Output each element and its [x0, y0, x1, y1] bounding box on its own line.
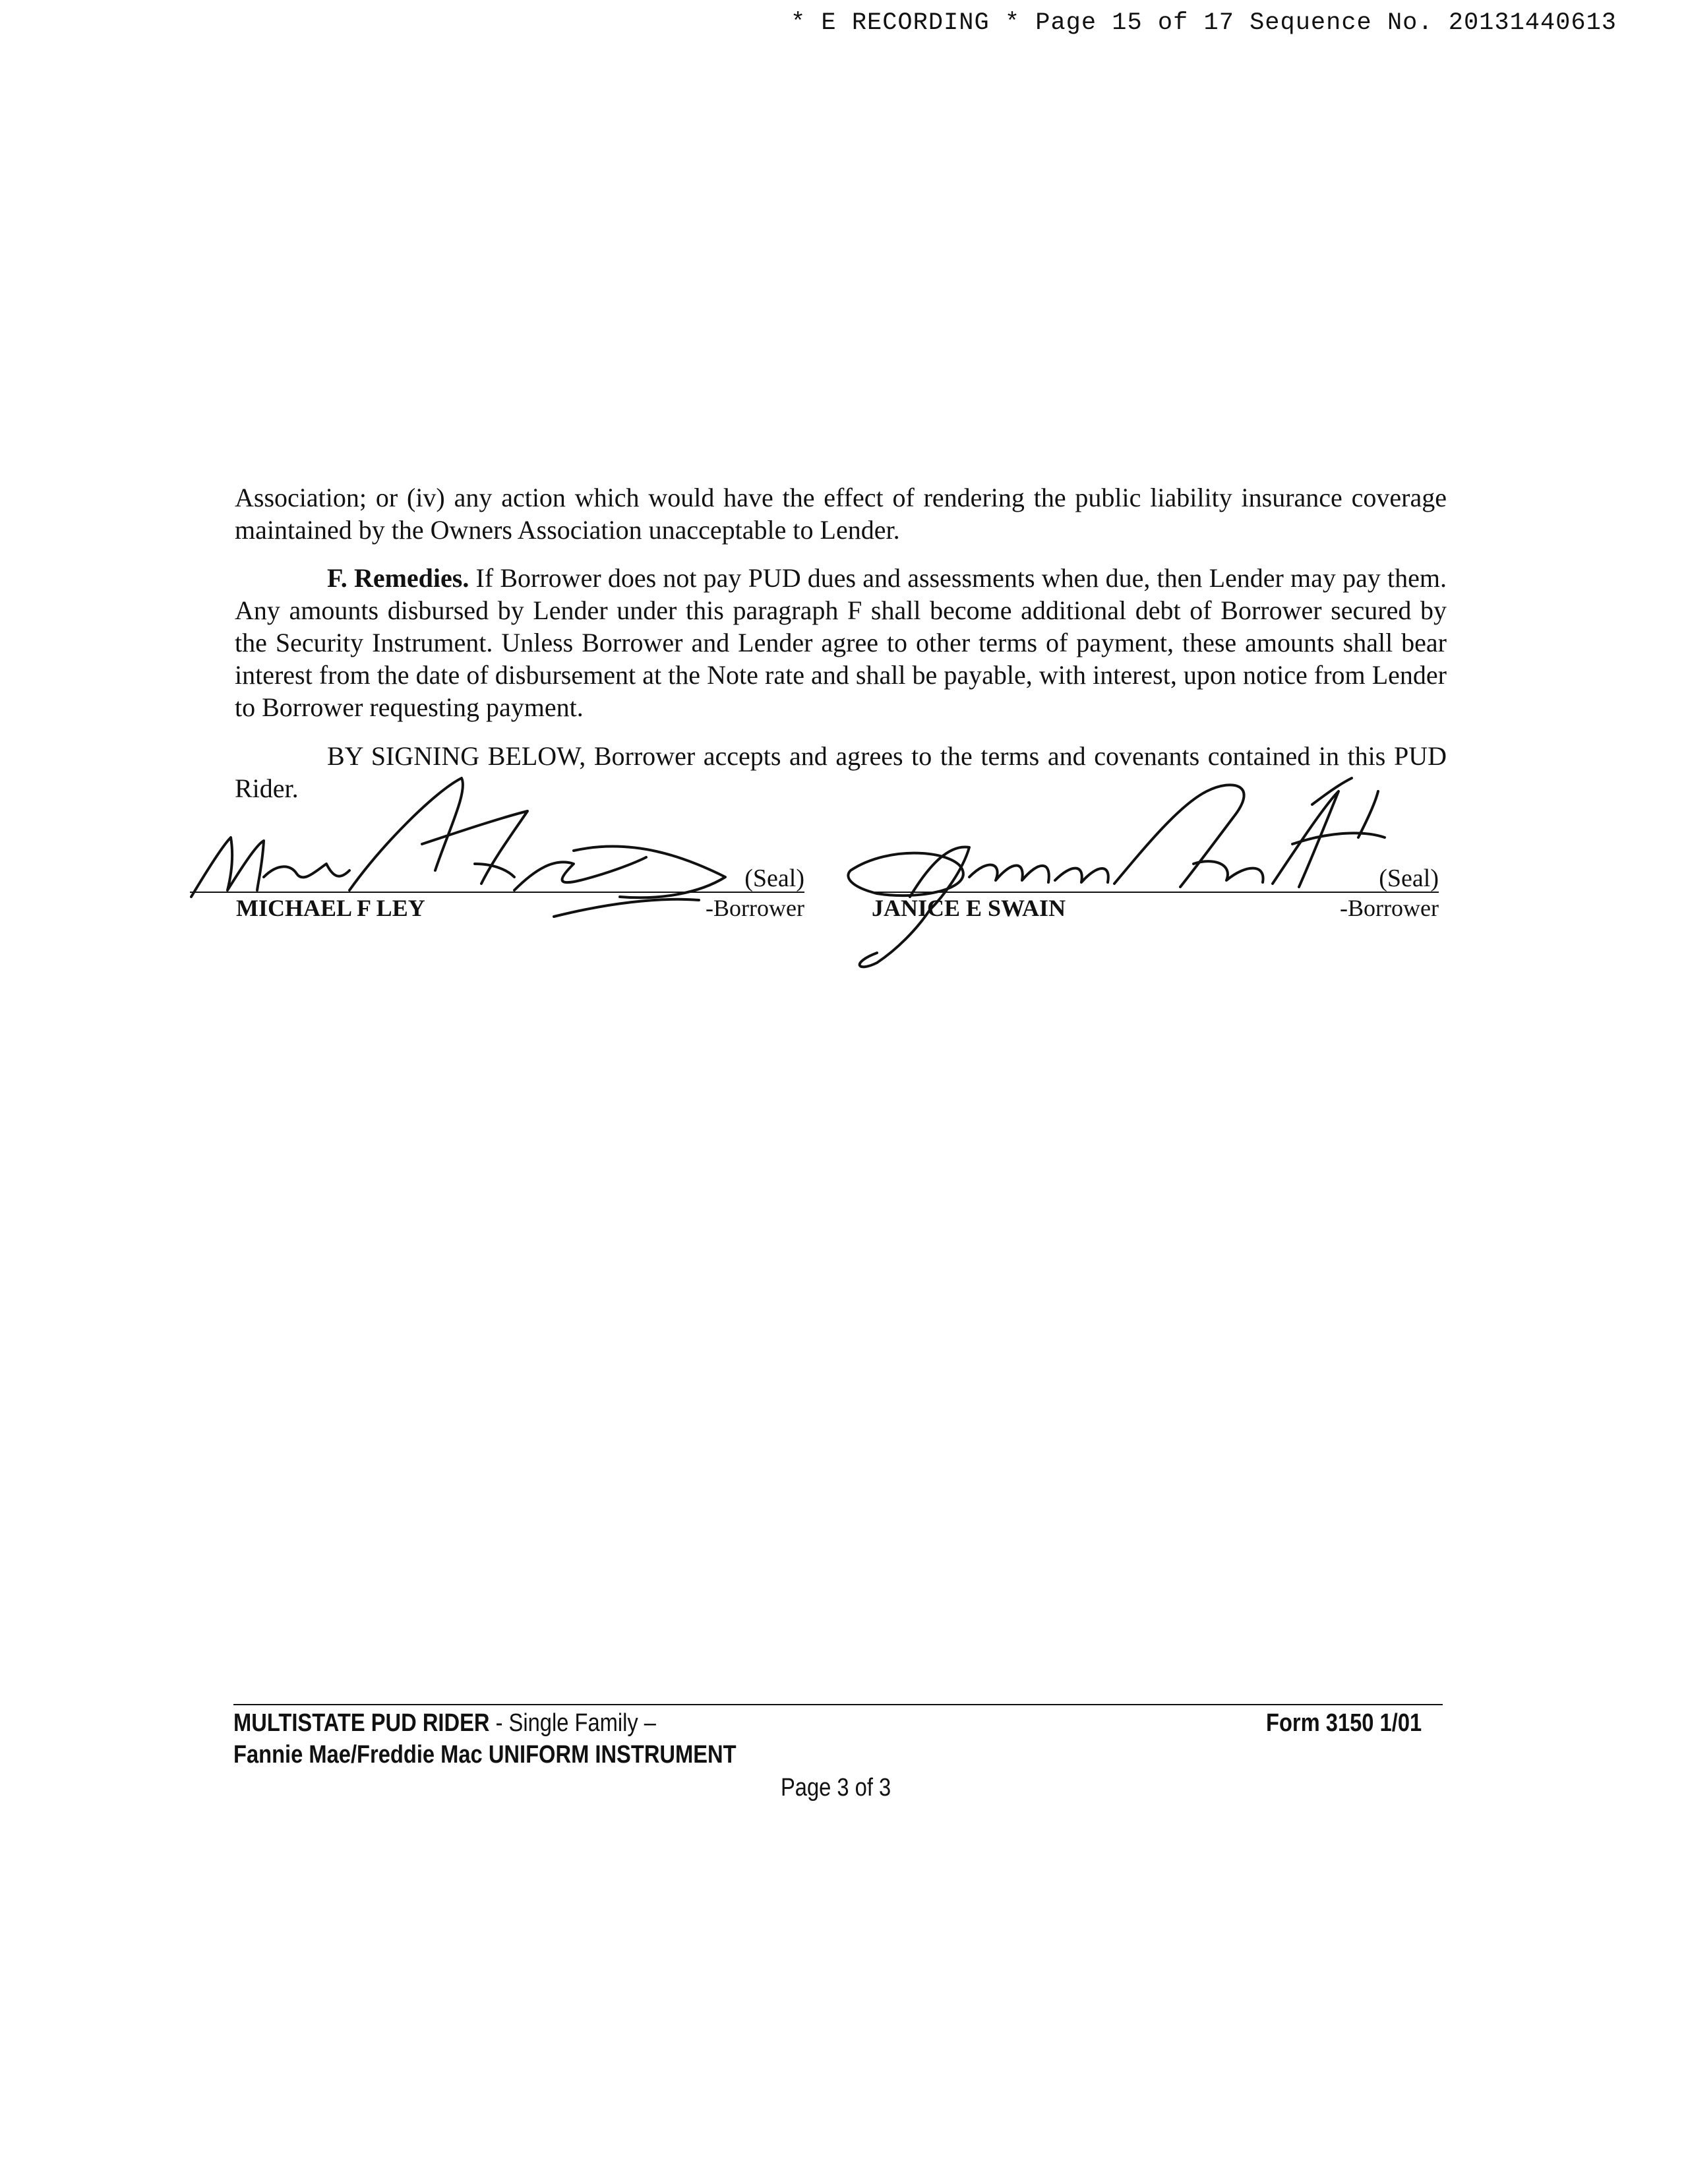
- footer-instrument: Fannie Mae/Freddie Mac UNIFORM INSTRUMENT: [233, 1741, 737, 1769]
- signer-role: -Borrower: [706, 895, 804, 921]
- seal-label: (Seal): [744, 864, 804, 892]
- signer-name: MICHAEL F LEY: [236, 895, 425, 921]
- footer-title-rest: - Single Family –: [489, 1709, 656, 1737]
- footer-form-title: [233, 1709, 656, 1738]
- signer-role: -Borrower: [1340, 895, 1439, 921]
- recording-stamp: * E RECORDING * Page 15 of 17 Sequence No. 20131440613: [791, 9, 1617, 37]
- handwritten-signature-ley: [185, 765, 738, 936]
- footer-title-bold: MULTISTATE PUD RIDER: [233, 1709, 490, 1737]
- seal-label: (Seal): [1379, 864, 1439, 892]
- page-number: Page 3 of 3: [781, 1774, 891, 1802]
- handwritten-signature-swain: [837, 765, 1418, 976]
- paragraph-association: Association; or (iv) any action which would have the effect of rendering the public liability insurance coverage maintained by the Owners Association unacceptable to Lender.: [235, 483, 1447, 545]
- remedies-heading: F. Remedies.: [327, 563, 469, 593]
- remedies-text: If Borrower does not pay PUD dues and assessments when due, then Lender may pay them. Any amounts disbursed by Lender under this paragraph F shall become additional debt of Borrower secured by the Security Instrument. Unless Borrower and Lender agree to other terms of payment, these amounts shall bear interest from the date of disbursement at the Note rate and shall be payable, with interest, upon notice from Lender to Borrower requesting payment.: [235, 563, 1447, 722]
- paragraph-remedies: [235, 562, 1447, 723]
- footer-rule: [233, 1704, 1443, 1705]
- signer-name: JANICE E SWAIN: [872, 895, 1066, 921]
- footer-form-number: Form 3150 1/01: [1266, 1709, 1422, 1737]
- paragraph-signing: BY SIGNING BELOW, Borrower accepts and agrees to the terms and covenants contained in this PUD Rider.: [235, 741, 1447, 803]
